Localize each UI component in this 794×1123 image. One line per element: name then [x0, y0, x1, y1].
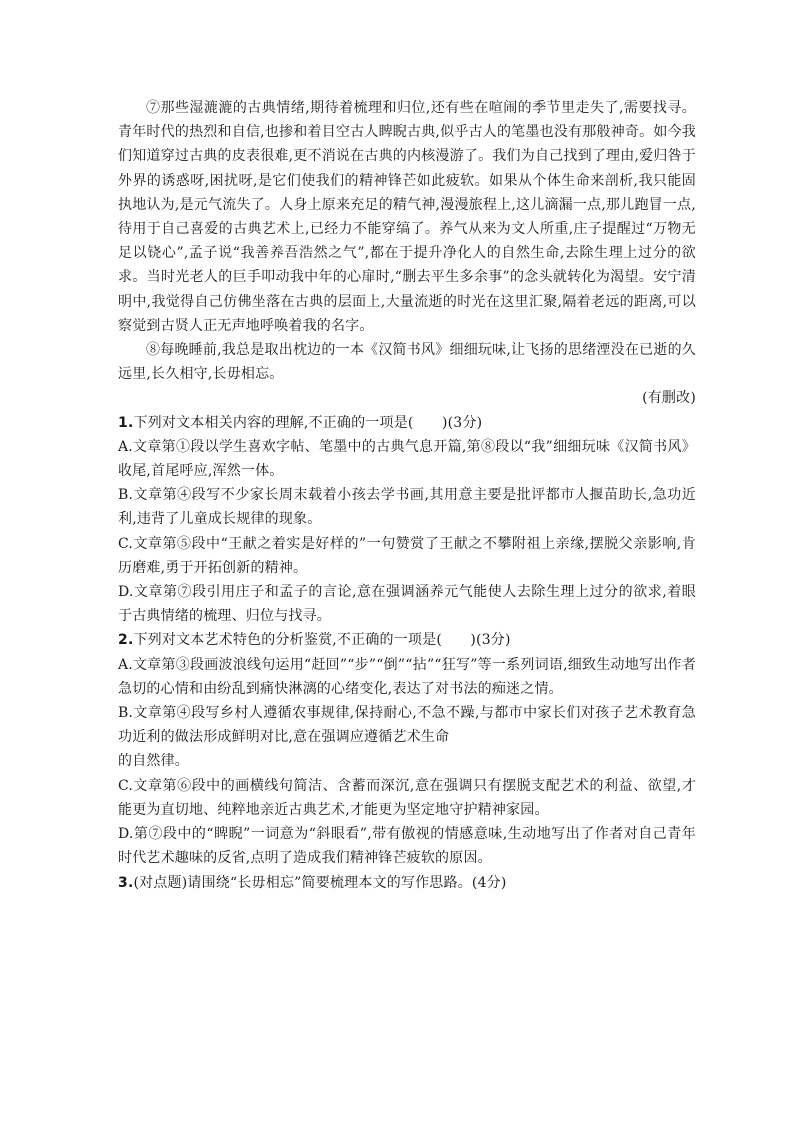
option-b-continued: 的自然律。	[118, 753, 189, 770]
question-text: 下列对文本相关内容的理解,不正确的一项是( )(3分)	[133, 414, 483, 431]
document-body	[118, 96, 696, 895]
question-stem	[118, 411, 696, 435]
option-d: D.第⑦段中的“睥睨”一词意为“斜眼看”,带有傲视的情感意味,生动地写出了作者对自己青年时代艺术趣味的反省,点明了造成我们精神锋芒疲软的原因。	[118, 826, 696, 867]
paragraph-7: ⑦那些湿漉漉的古典情绪,期待着梳理和归位,还有些在喧闹的季节里走失了,需要找寻。青年时代的热烈和自信,也掺和着目空古人睥睨古典,似乎古人的笔墨也没有那般神奇。如今我们知道穿过古典的皮表很难,更不消说在古典的内核漫游了。我们为自己找到了理由,爱归咎于外界的诱惑呀,困扰呀,是它们使我们的精神锋芒如此疲软。如果从个体生命来剖析,我只能固执地认为,是元气流失了。人身上原来充足的精气神,漫漫旅程上,这儿滴漏一点,那儿跑冒一点,待用于自己喜爱的古典艺术上,已经力不能穿缟了。养气从来为文人所重,庄子提醒过“万物无足以铙心”,孟子说“我善养吾浩然之气”,都在于提升净化人的自然生命,去除生理上过分的欲求。当时光老人的巨手叩动我中年的心扉时,“删去平生多余事”的念头就转化为渴望。安宁清明中,我觉得自己仿佛坐落在古典的层面上,大量流逝的时光在这里汇聚,隔着老远的距离,可以察觉到古贤人正无声地呼唤着我的名字。	[118, 100, 696, 334]
option-a: A.文章第③段画波浪线句运用“赶回”“步”“倒”“拈”“狂写”等一系列词语,细致生动地写出作者急切的心情和由纷乱到痛快淋漓的心绪变化,表达了对书法的痴迷之情。	[118, 656, 696, 697]
paragraph-8: ⑧每晚睡前,我总是取出枕边的一本《汉简书风》细细玩味,让飞扬的思绪湮没在已逝的久远里,长久相守,长毋相忘。	[118, 342, 696, 383]
option-a: A.文章第①段以学生喜欢字帖、笔墨中的古典气息开篇,第⑧段以“我”细细玩味《汉简书风》收尾,首尾呼应,浑然一体。	[118, 438, 696, 480]
question-text: (对点题)请围绕“长毋相忘”简要梳理本文的写作思路。(4分)	[133, 874, 507, 891]
option-c: C.文章第⑤段中“王献之着实是好样的”一句赞赏了王献之不攀附祖上亲缘,摆脱父亲影响,肯历磨难,勇于开拓创新的精神。	[118, 535, 696, 576]
question-text: 下列对文本艺术特色的分析鉴赏,不正确的一项是( )(3分)	[133, 632, 511, 649]
question-number: 1.	[118, 414, 134, 431]
question-1	[118, 411, 696, 629]
question-stem	[118, 871, 696, 895]
source-note: (有删改)	[642, 390, 696, 407]
option-b: B.文章第④段写乡村人遵循农事规律,保持耐心,不急不躁,与都市中家长们对孩子艺术教育急功近利的做法形成鲜明对比,意在强调应遵循艺术生命	[118, 705, 696, 746]
question-number: 3.	[118, 874, 134, 891]
question-2	[118, 628, 696, 870]
option-b: B.文章第④段写不少家长周末载着小孩去学书画,其用意主要是批评都市人揠苗助长,急功近利,违背了儿童成长规律的现象。	[118, 487, 696, 528]
option-c: C.文章第⑥段中的画横线句简洁、含蓄而深沉,意在强调只有摆脱支配艺术的利益、欲望,才能更为直切地、纯粹地亲近古典艺术,才能更为坚定地守护精神家园。	[118, 777, 696, 818]
question-number: 2.	[118, 632, 134, 649]
question-3	[118, 871, 696, 895]
option-d: D.文章第⑦段引用庄子和孟子的言论,意在强调涵养元气能使人去除生理上过分的欲求,着眼于古典情绪的梳理、归位与找寻。	[118, 584, 696, 625]
question-stem	[118, 628, 696, 652]
